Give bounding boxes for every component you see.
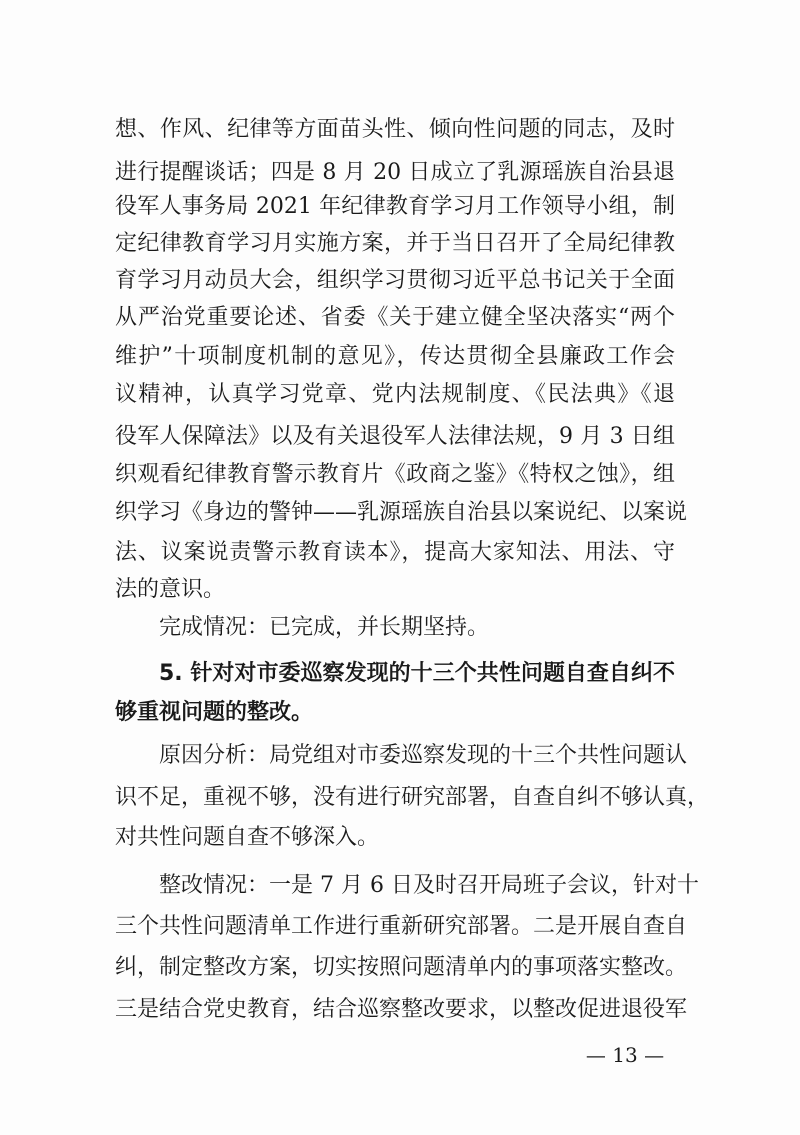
text-line-6: 从严治党重要论述、省委《关于建立健全坚决落实“两个 [115,305,675,330]
text-line-13: 法的意识。 [115,577,226,602]
cause-analysis-line-1: 原因分析：局党组对市委巡察发现的十三个共性问题认 [159,743,688,768]
text-line-12: 法、议案说责警示教育读本》，提高大家知法、用法、守 [115,540,675,565]
text-line-10: 织观看纪律教育警示教育片《政商之鉴》《特权之蚀》，组 [115,462,675,487]
text-line-8: 议精神，认真学习党章、党内法规制度、《民法典》《退 [115,382,675,407]
text-line-7: 维护”十项制度机制的意见》，传达贯彻全县廉政工作会 [115,344,675,369]
section-heading-line-1: 5. 针对对市委巡察发现的十三个共性问题自查自纠不 [159,661,675,686]
rectification-line-3: 纠，制定整改方案，切实按照问题清单内的事项落实整改。 [115,955,688,980]
text-line-11: 织学习《身边的警钟——乳源瑶族自治县以案说纪、以案说 [115,500,688,525]
text-line-3: 役军人事务局 2021 年纪律教育学习月工作领导小组，制 [115,194,675,219]
rectification-line-2: 三个共性问题清单工作进行重新研究部署。二是开展自查自 [115,914,688,939]
text-line-2: 进行提醒谈话；四是 8 月 20 日成立了乳源瑶族自治县退 [115,160,675,185]
page-number: — 13 — [585,1043,665,1067]
rectification-line-4: 三是结合党史教育，结合巡察整改要求，以整改促进退役军 [115,997,688,1022]
rectification-line-1: 整改情况：一是 7 月 6 日及时召开局班子会议，针对十 [159,873,699,898]
text-line-9: 役军人保障法》以及有关退役军人法律法规，9 月 3 日组 [115,424,675,449]
text-line-5: 育学习月动员大会，组织学习贯彻习近平总书记关于全面 [115,268,675,293]
text-line-4: 定纪律教育学习月实施方案，并于当日召开了全局纪律教 [115,231,675,256]
section-heading-line-2: 够重视问题的整改。 [115,700,314,725]
cause-analysis-line-3: 对共性问题自查不够深入。 [115,825,380,850]
completion-status: 完成情况：已完成，并长期坚持。 [159,615,490,640]
cause-analysis-line-2: 识不足，重视不够，没有进行研究部署，自查自纠不够认真， [115,785,710,810]
text-line-1: 想、作风、纪律等方面苗头性、倾向性问题的同志，及时 [115,117,675,142]
